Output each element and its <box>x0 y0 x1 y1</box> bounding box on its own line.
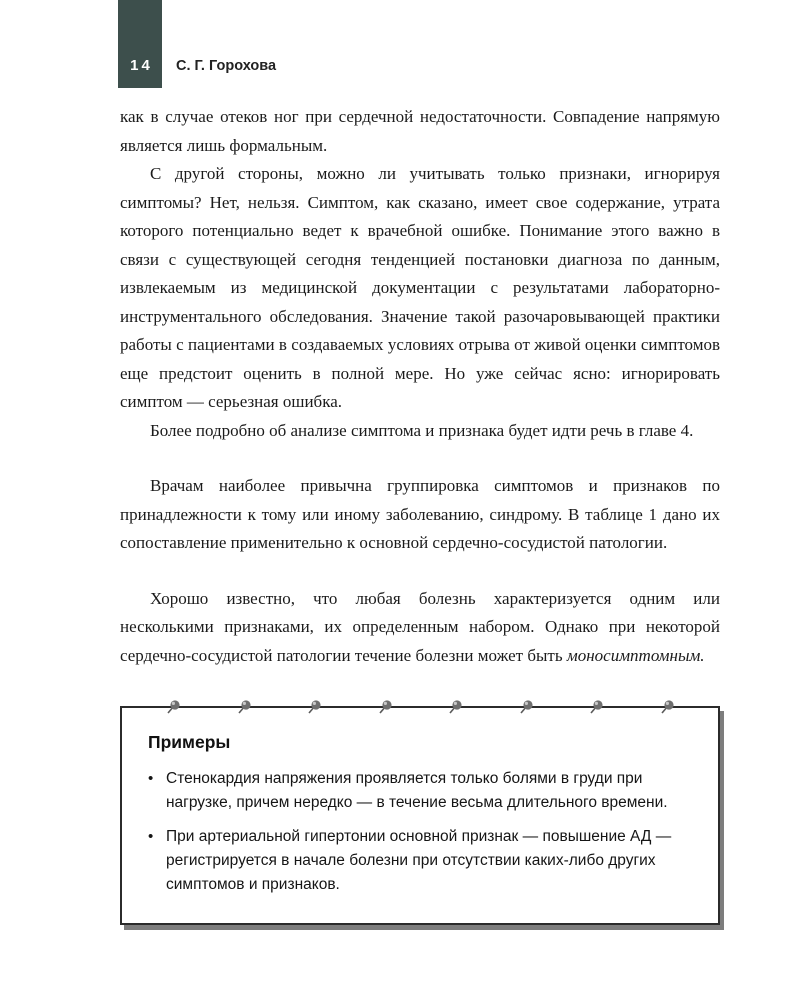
paragraph-text: Хорошо известно, что любая болезнь характеризуется одним или несколькими признаками, их определенным набором. Однако при некоторой сердечно-сосудистой патологии течение болезни может быть <box>120 588 720 665</box>
page-tab <box>118 0 162 88</box>
example-text: При артериальной гипертонии основной признак — повышение АД — регистрируется в начале болезни при отсутствии каких-либо других симптомов и признаков. <box>166 828 672 893</box>
pin-icon <box>235 698 253 716</box>
examples-box <box>120 706 720 925</box>
paragraph: как в случае отеков ног при сердечной недостаточности. Совпадение напрямую является лишь формальным. <box>120 107 720 155</box>
pin-icon <box>587 698 605 716</box>
paragraph <box>120 585 720 671</box>
example-text: Стенокардия напряжения проявляется только болями в груди при нагрузке, причем нередко — в течение весьма длительного времени. <box>166 770 668 811</box>
bullet-icon: • <box>148 828 154 845</box>
pin-icon <box>517 698 535 716</box>
author-name: С. Г. Горохова <box>176 58 277 74</box>
pin-icon <box>305 698 323 716</box>
page-content <box>120 103 720 925</box>
paragraph: Более подробно об анализе симптома и признака будет идти речь в главе 4. <box>150 420 694 440</box>
pin-icon <box>164 698 182 716</box>
paragraph: С другой стороны, можно ли учитывать только признаки, игнорируя симптомы? Нет, нельзя. Симптом, как сказано, имеет свое содержание, утрата которого потенциально ведет к врачебной ошибке. Понимание этого важно в связи с существующей сегодня тенденцией постановки диагноза по данным, извлекаемым из медицинской документации с результатами лабораторно-инструментального обследования. Значение такой разочаровывающей практики работы с пациентами в создаваемых условиях отрыва от живой оценки симптомов еще предстоит оценить в полной мере. Но уже сейчас ясно: игнорировать симптом — серьезная ошибка. <box>120 164 720 411</box>
pin-icon <box>658 698 676 716</box>
pin-icon <box>376 698 394 716</box>
example-item <box>148 825 692 897</box>
example-item <box>148 767 692 815</box>
examples-list <box>148 767 692 897</box>
page-number: 14 <box>130 57 153 74</box>
paragraph-italic-word: моносимптомным. <box>566 645 705 665</box>
pin-icon <box>446 698 464 716</box>
paragraph: Врачам наиболее привычна группировка симптомов и признаков по принадлежности к тому или иному заболеванию, синдрому. В таблице 1 дано их сопоставление применительно к основной сердечно-сосудистой патологии. <box>120 476 720 552</box>
examples-title: Примеры <box>148 732 231 752</box>
bullet-icon: • <box>148 770 154 787</box>
pins-row <box>164 698 676 716</box>
